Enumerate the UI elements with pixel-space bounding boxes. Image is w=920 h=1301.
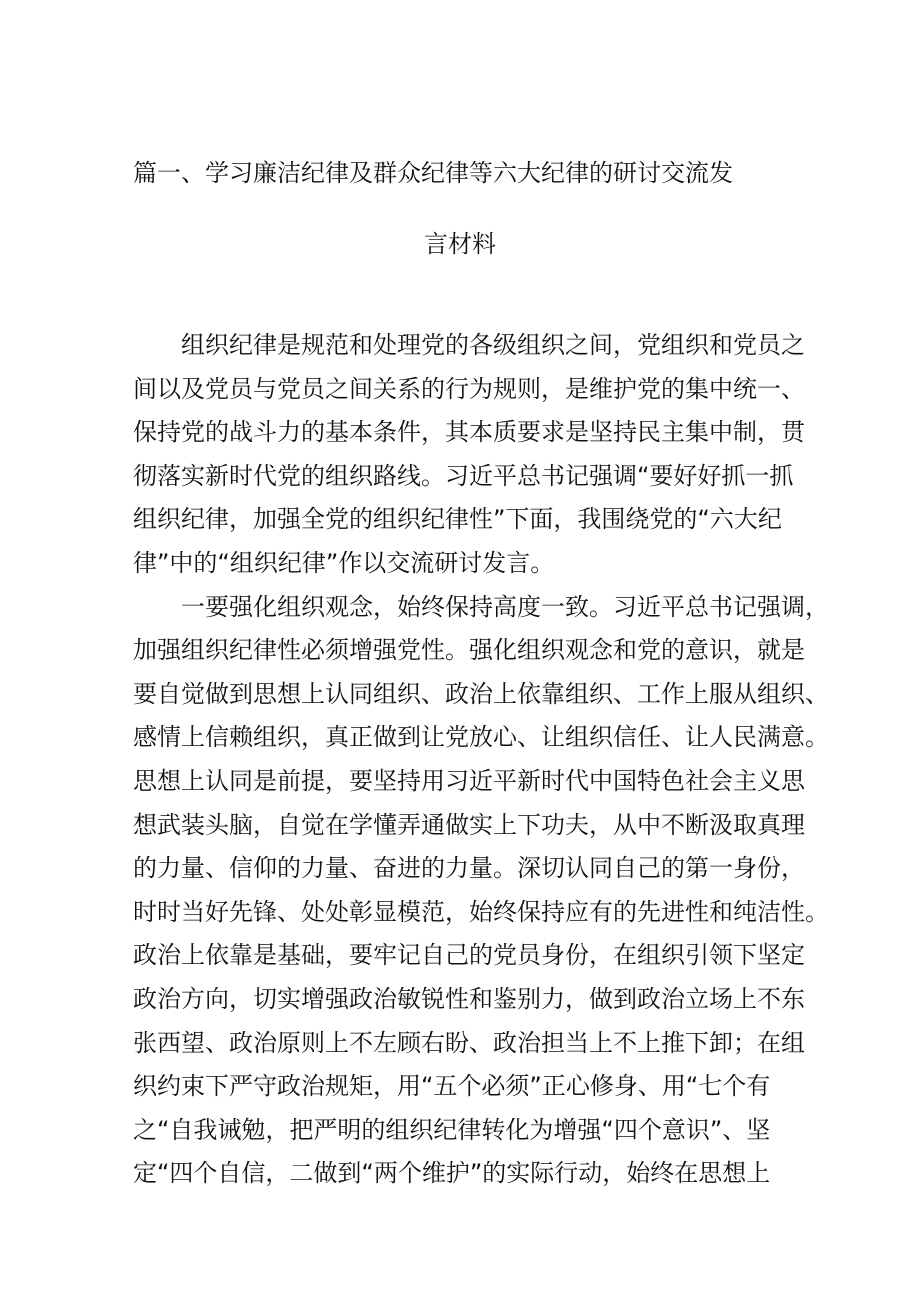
paragraph-line: 政治方向，切实增强政治敏锐性和鉴别力，做到政治立场上不东 [133,984,805,1013]
paragraph-line: 思想上认同是前提，要坚持用习近平新时代中国特色社会主义思 [133,766,805,795]
paragraph-line: 要自觉做到思想上认同组织、政治上依靠组织、工作上服从组织、 [133,679,829,708]
paragraph-line: 的力量、信仰的力量、奋进的力量。深切认同自己的第一身份， [133,854,805,883]
paragraph-line: 之“自我诫勉，把严明的组织纪律转化为增强“四个意识”、坚 [133,1115,771,1144]
paragraph-line: 组织纪律是规范和处理党的各级组织之间，党组织和党员之 [181,331,805,359]
paragraph-line: 保持党的战斗力的基本条件，其本质要求是坚持民主集中制，贯 [133,418,805,447]
paragraph-line: 织约束下严守政治规矩，用“五个必须”正心修身、用“七个有 [133,1072,771,1101]
paragraph-line: 间以及党员与党员之间关系的行为规则，是维护党的集中统一、 [133,374,805,403]
paragraph-line: 加强组织纪律性必须增强党性。强化组织观念和党的意识，就是 [133,636,805,665]
document-body [133,330,829,1202]
paragraph-line: 时时当好先锋、处处彰显模范，始终保持应有的先进性和纯洁性。 [133,897,829,926]
paragraph-line: 政治上依靠是基础，要牢记自己的党员身份，在组织引领下坚定 [133,941,805,970]
paragraph-line: 一要强化组织观念，始终保持高度一致。习近平总书记强调， [181,592,829,621]
paragraph-line: 感情上信赖组织，真正做到让党放心、让组织信任、让人民满意。 [133,723,829,752]
paragraph-line: 定“四个自信，二做到“两个维护”的实际行动，始终在思想上 [133,1159,771,1188]
paragraph-line: 彻落实新时代党的组织路线。习近平总书记强调“要好好抓一抓 [133,461,794,490]
paragraph-line: 律”中的“组织纪律”作以交流研讨发言。 [133,548,555,577]
paragraph-line: 张西望、政治原则上不左顾右盼、政治担当上不上推下卸；在组 [133,1028,805,1057]
paragraph-line: 想武装头脑，自觉在学懂弄通做实上下功夫，从中不断汲取真理 [133,810,805,839]
document-title-line-2: 言材料 [424,230,496,258]
paragraph-line: 组织纪律，加强全党的组织纪律性”下面，我围绕党的“六大纪 [133,505,782,534]
document-title-line-1: 篇一、学习廉洁纪律及群众纪律等六大纪律的研讨交流发 [133,159,733,187]
